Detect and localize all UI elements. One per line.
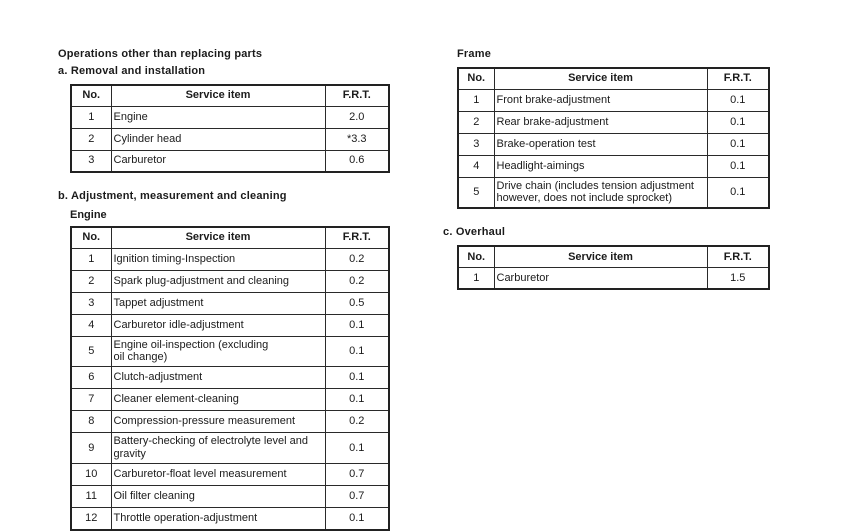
row-number-cell: 2 <box>458 111 494 133</box>
table-row <box>71 389 389 411</box>
table-row <box>71 411 389 433</box>
row-number-cell: 4 <box>71 314 111 336</box>
row-number-cell: 3 <box>458 133 494 155</box>
table-row <box>71 106 389 128</box>
service-item-cell: Clutch-adjustment <box>111 367 325 389</box>
col-header-service-item: Service item <box>494 68 707 89</box>
service-item-cell: Throttle operation-adjustment <box>111 508 325 530</box>
row-number-cell: 8 <box>71 411 111 433</box>
service-item-cell: Cleaner element-cleaning <box>111 389 325 411</box>
row-number-cell: 3 <box>71 292 111 314</box>
frt-value-cell: 0.1 <box>707 89 769 111</box>
table-row <box>458 177 769 208</box>
service-item-cell: Spark plug-adjustment and cleaning <box>111 270 325 292</box>
service-item-cell: Front brake-adjustment <box>494 89 707 111</box>
service-item-cell: Engine <box>111 106 325 128</box>
left-column <box>58 48 392 531</box>
table-row <box>71 464 389 486</box>
frt-value-cell: 0.1 <box>325 367 389 389</box>
frt-value-cell: 2.0 <box>325 106 389 128</box>
frt-value-cell: 0.1 <box>707 177 769 208</box>
col-header-no: No. <box>71 227 111 248</box>
right-column <box>443 48 772 290</box>
row-number-cell: 4 <box>458 155 494 177</box>
service-item-cell: Rear brake-adjustment <box>494 111 707 133</box>
section-b-sublabel: Engine <box>70 209 107 221</box>
table-row <box>458 89 769 111</box>
frt-value-cell: 0.1 <box>325 508 389 530</box>
service-item-cell: Carburetor-float level measurement <box>111 464 325 486</box>
table-row <box>458 155 769 177</box>
frame-table <box>457 67 770 209</box>
col-header-service-item: Service item <box>111 85 325 106</box>
frt-value-cell: 0.1 <box>325 314 389 336</box>
row-number-cell: 11 <box>71 486 111 508</box>
col-header-frt: F.R.T. <box>707 246 769 267</box>
overhaul-table <box>457 245 770 290</box>
removal-installation-table <box>70 84 390 173</box>
table-header-row <box>71 227 389 248</box>
service-item-cell: Carburetor idle-adjustment <box>111 314 325 336</box>
row-number-cell: 9 <box>71 433 111 464</box>
frt-value-cell: 0.5 <box>325 292 389 314</box>
frame-section-label: Frame <box>457 48 492 60</box>
row-number-cell: 5 <box>458 177 494 208</box>
table-row <box>71 150 389 172</box>
table-row <box>71 367 389 389</box>
frt-value-cell: 0.1 <box>325 389 389 411</box>
col-header-no: No. <box>458 68 494 89</box>
service-item-cell: Battery-checking of electrolyte level and gravity <box>111 433 325 464</box>
service-item-cell: Drive chain (includes tension adjustment however, does not include sprocket) <box>494 177 707 208</box>
col-header-no: No. <box>71 85 111 106</box>
section-c-label: c. Overhaul <box>443 226 506 239</box>
frt-value-cell: 1.5 <box>707 267 769 289</box>
col-header-service-item: Service item <box>111 227 325 248</box>
table-row <box>71 248 389 270</box>
frt-value-cell: 0.2 <box>325 411 389 433</box>
page-title: Operations other than replacing parts <box>58 48 263 60</box>
service-item-cell: Ignition timing-Inspection <box>111 248 325 270</box>
row-number-cell: 1 <box>71 106 111 128</box>
table-row <box>71 314 389 336</box>
row-number-cell: 2 <box>71 270 111 292</box>
row-number-cell: 2 <box>71 128 111 150</box>
frt-value-cell: *3.3 <box>325 128 389 150</box>
frt-value-cell: 0.1 <box>707 111 769 133</box>
col-header-frt: F.R.T. <box>325 227 389 248</box>
table-row <box>71 486 389 508</box>
frt-value-cell: 0.6 <box>325 150 389 172</box>
col-header-frt: F.R.T. <box>707 68 769 89</box>
service-item-cell: Engine oil-inspection (excluding oil change) <box>111 336 325 367</box>
row-number-cell: 1 <box>458 89 494 111</box>
service-item-cell: Tappet adjustment <box>111 292 325 314</box>
table-row <box>458 133 769 155</box>
row-number-cell: 3 <box>71 150 111 172</box>
frt-value-cell: 0.2 <box>325 270 389 292</box>
col-header-frt: F.R.T. <box>325 85 389 106</box>
frt-value-cell: 0.2 <box>325 248 389 270</box>
frt-value-cell: 0.7 <box>325 464 389 486</box>
row-number-cell: 6 <box>71 367 111 389</box>
row-number-cell: 10 <box>71 464 111 486</box>
service-item-cell: Cylinder head <box>111 128 325 150</box>
table-row <box>71 270 389 292</box>
table-row <box>71 128 389 150</box>
frt-value-cell: 0.1 <box>707 133 769 155</box>
table-header-row <box>71 85 389 106</box>
table-row <box>71 336 389 367</box>
col-header-service-item: Service item <box>494 246 707 267</box>
service-item-cell: Carburetor <box>494 267 707 289</box>
row-number-cell: 1 <box>458 267 494 289</box>
table-row <box>71 292 389 314</box>
section-a-label: a. Removal and installation <box>58 65 206 77</box>
frt-value-cell: 0.1 <box>707 155 769 177</box>
row-number-cell: 12 <box>71 508 111 530</box>
col-header-no: No. <box>458 246 494 267</box>
adjustment-measurement-cleaning-table <box>70 226 390 531</box>
service-item-cell: Compression-pressure measurement <box>111 411 325 433</box>
section-b-label: b. Adjustment, measurement and cleaning <box>58 190 287 202</box>
table-row <box>458 267 769 289</box>
row-number-cell: 1 <box>71 248 111 270</box>
table-header-row <box>458 246 769 267</box>
table-row <box>71 433 389 464</box>
frt-value-cell: 0.1 <box>325 433 389 464</box>
frt-value-cell: 0.1 <box>325 336 389 367</box>
table-row <box>71 508 389 530</box>
service-item-cell: Oil filter cleaning <box>111 486 325 508</box>
frt-value-cell: 0.7 <box>325 486 389 508</box>
table-row <box>458 111 769 133</box>
service-item-cell: Carburetor <box>111 150 325 172</box>
service-item-cell: Brake-operation test <box>494 133 707 155</box>
table-header-row <box>458 68 769 89</box>
service-item-cell: Headlight-aimings <box>494 155 707 177</box>
row-number-cell: 5 <box>71 336 111 367</box>
row-number-cell: 7 <box>71 389 111 411</box>
